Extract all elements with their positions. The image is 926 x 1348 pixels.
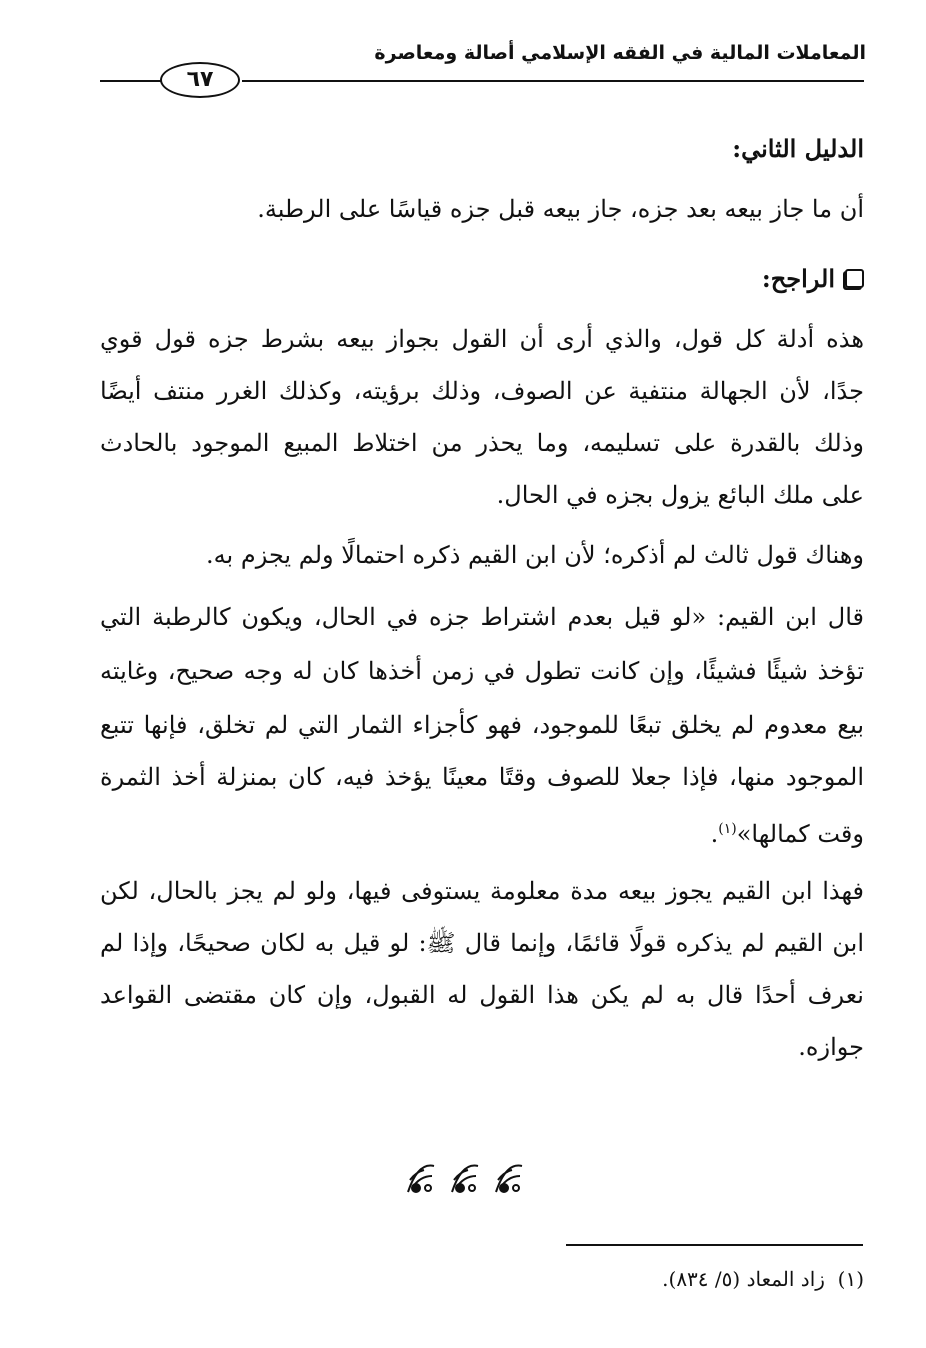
- rajih-heading: الراجح:: [761, 264, 835, 293]
- conclusion-line-4: جوازه.: [798, 1033, 864, 1061]
- quote-last-line: [100, 804, 864, 854]
- third-opinion: وهناك قول ثالث لم أذكره؛ لأن ابن القيم ذكره احتمالًا ولم يجزم به.: [206, 541, 864, 569]
- header-rule-left: [100, 80, 162, 82]
- quote-line-4: الموجود منها، فإذا جعلا للصوف وقتًا معينًا يؤخذ فيه، كان بمنزلة أخذ الثمرة: [100, 763, 864, 791]
- quote-last-text: وقت كمالها»: [736, 820, 864, 848]
- quote-line-3: بيع معدوم لم يخلق تبعًا للموجود، فهو كأجزاء الثمار التي لم تخلق، فإنها تتبع: [100, 711, 864, 739]
- dalil-heading: الدليل الثاني:: [732, 134, 864, 163]
- rajih-line-1: هذه أدلة كل قول، والذي أرى أن القول بجواز بيعه بشرط جزه قول قوي: [100, 325, 864, 353]
- footnote-ref[interactable]: (١): [718, 821, 737, 837]
- dalil-text: أن ما جاز بيعه بعد جزه، جاز بيعه قبل جزه قياسًا على الرطبة.: [257, 195, 864, 223]
- page-number: ٦٧: [160, 62, 240, 98]
- quote-end: .: [710, 820, 719, 848]
- footnote-number: (١): [837, 1267, 864, 1291]
- conclusion-line-3: نعرف أحدًا قال به لم يكن هذا القول له القبول، وإن كان مقتضى القواعد: [100, 981, 864, 1009]
- quote-line-2: تؤخذ شيئًا فشيئًا، وإن كانت تطول في زمن أخذها كان له وجه صحيح، وغايته: [100, 657, 864, 685]
- rajih-heading-line: [100, 254, 864, 304]
- conclusion-line-2: ابن القيم لم يذكره قولًا قائمًا، وإنما قال ﷺ: لو قيل به لكان صحيحًا، وإذا لم: [100, 929, 864, 957]
- quote-line-1: قال ابن القيم: «لو قيل بعدم اشتراط جزه في الحال، ويكون كالرطبة التي: [100, 603, 864, 631]
- rajih-line-4: على ملك البائع يزول بجزه في الحال.: [496, 481, 864, 509]
- conclusion-line-1: فهذا ابن القيم يجوز بيعه مدة معلومة يستوفى فيها، ولو لم يجز بالحال، لكن: [100, 877, 864, 905]
- footnote-separator: [566, 1244, 863, 1246]
- footnote-text: زاد المعاد (٥/ ٨٣٤).: [662, 1267, 825, 1291]
- header-rule: [242, 80, 864, 82]
- rajih-line-2: جدًا، لأن الجهالة منتفية عن الصوف، وذلك برؤيته، وكذلك الغرر منتف أيضًا: [100, 377, 864, 405]
- rajih-line-3: وذلك بالقدرة على تسليمه، وما يحذر من اختلاط المبيع الموجود بالحادث: [100, 429, 864, 457]
- checkbox-icon: [845, 269, 864, 288]
- floral-ornament-icon: [400, 1156, 530, 1196]
- running-header-title: المعاملات المالية في الفقه الإسلامي أصالة ومعاصرة: [374, 42, 866, 64]
- footnote: [364, 1262, 864, 1296]
